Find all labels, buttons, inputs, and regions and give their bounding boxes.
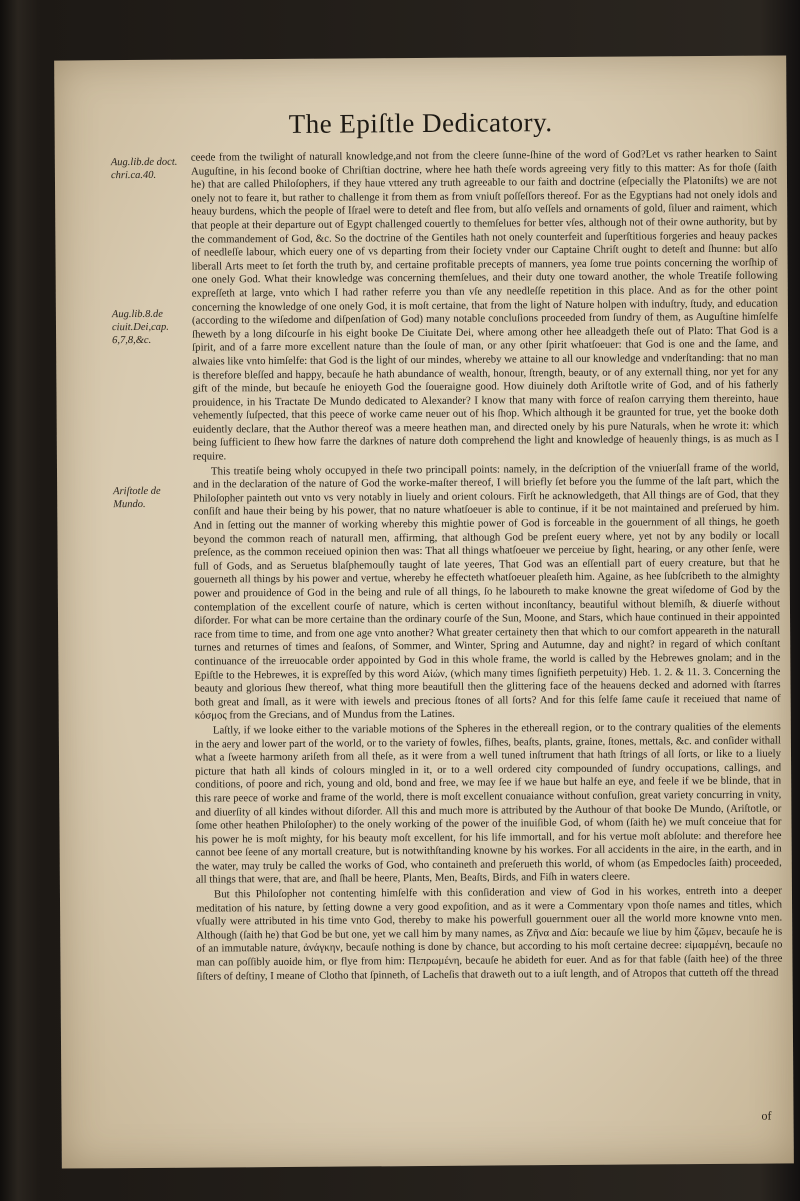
paragraph: ceede from the twilight of naturall knowledge,and not from the cleere ſunne-ſhine of the word of God?Let vs rather hearken to Saint Auguſtine, in his ſecond booke of Chriſtian doctrine, where hee hath theſe words agreeing very fitly to this matter: As for thoſe (ſaith he) that are called Philoſophers, if they haue vttered any truth agreeable to our faith and doctrine (eſpecially the Platoniſts) we are not onely not to feare it, but rather to challenge it from them as from vniuſt poſſeſſors thereof. For as the Egyptians had not onely idols and heauy burdens, which the people of Iſrael were to deteſt and flee from, but alſo veſſels and ornaments of gold, ſiluer and raiment, which that people at their departure out of Egypt challenged couertly to themſelues for better vſes, although not of their owne authority, but by the commandement of God, &c. So the doctrine of the Gentiles hath not onely counterfeit and ſuperſtitious forgeries and heauy packes of needleſſe labour, which euery one of vs departing from their ſociety vnder our Captaine Chriſt ought to deteſt and ſhunne: but alſo liberall Arts meet to ſet forth the truth by, and certaine profitable precepts of manners, yea ſome true points concerning the worſhip of one onely God. What their knowledge was concerning themſelues, and their duty one toward another, the whole Treatiſe following expreſſeth at large, vnto which I had rather referre you than vſe any needleſſe repetition in this place. And as for the other point concerning the knowledge of one onely God, it is moſt certaine, that from the light of Nature holpen with induſtry, ſtudy, and education (according to the wiſedome and diſpenſation of God) many notable concluſions proceeded from ſundry of them, as Auguſtine himſelfe ſheweth by a long diſcourſe in his eight booke De Ciuitate Dei, where among other hee alleadgeth theſe out of Plato: That God is a ſpirit, and of a farre more excellent nature than the ſoule of man, or any other ſpirit whatſoeuer: that God is one and the ſame, and alwaies like vnto himſelfe: that God is the light of our mindes, whereby we attaine to all our knowledge and vnderſtanding: that no man is therefore bleſſed and happy, becauſe he hath abundance of wealth, honour, ſtrength, beauty, or of any externall thing, nor yet for any gift of the minde, but becauſe he enioyeth God the ſoueraigne good. How diuinely doth Ariſtotle write of God, and of his fatherly prouidence, in his Tractate De Mundo dedicated to Alexander? I know that many with force of reaſon carrying them thereinto, haue vehemently ſuſpected, that this peece of worke came neuer out of his ſhop. Which although it be graunted for true, yet the booke doth euidently declare, that the Author thereof was a meere heathen man, and directed onely by his pure Naturals, when he wrote it: which being ſufficient to ſhew how farre the darknes of nature doth comprehend the light and knowledge of heauenly things, is as much as I require. (190, 147, 779, 463)
catchword: of (761, 1108, 772, 1123)
paragraph: But this Philoſopher not contenting himſelfe with this conſideration and view of God in his workes, entreth into a deeper meditation of his nature, by ſetting downe a very good expoſition, and as it were a Commentary vpon thoſe names and titles, which vſually were attributed in his time vnto God, thereby to make his powerfull gouernment ouer all the world more knowne vnto men. Although (ſaith he) that God be but one, yet we call him by many names, as Ζῆνα and Δία: becauſe we liue by him ζῶμεν, becauſe he is of an immutable nature, ἀνάγκην, becauſe nothing is done by chance, but according to his moſt certaine decree: εἱμαρμένη, becauſe no man can poſſibly auoide him, or flye from him: Πεπρωμένη, becauſe he abideth for euer. And as for that fable (ſaith hee) of the three ſiſters of deſtiny, I meane of Clotho that ſpinneth, of Lacheſis that draweth out to a iuſt length, and of Atropos that cutteth off the thread (196, 884, 783, 983)
body-text (191, 148, 783, 985)
margin-note: Aug.lib.8.de ciuit.Dei,cap. 6,7,8,&c. (111, 308, 169, 347)
margin-note: Ariſtotle de Mundo. (113, 485, 161, 511)
paragraph: This treatiſe being wholy occupyed in theſe two principall points: namely, in the deſcription of the vniuerſall frame of the world, and in the declaration of the nature of God the worke-maſter thereof, I will briefly ſet before you the ſumme of the laſt part, which the Philoſopher painteth out vnto vs very notably in liuely and orient colours. Firſt he acknowledgeth, that All things are of God, that they conſiſt and haue their being by his power, that no nature whatſoeuer is able to continue, if it be not maintained and preſerued by him. And in ſetting out the manner of working whereby this mightie power of God is forceable in the gouernment of all things, he goeth beyond the common reach of naturall men, affirming, that although God be preſent euery where, yet not by any bodily or locall preſence, as the common receiued opinion then was: That all things whatſoeuer we perceiue by ſight, hearing, or any other ſenſe, were full of Gods, and as Seruetus blaſphemouſly taught of late yeeres, That God was an eſſentiall part of euery creature, but that he gouerneth all things by his power and vertue, whereby he effecteth whatſoeuer pleaſeth him. Againe, as hee ſubſcribeth to the almighty power and prouidence of God in the being and rule of all things, ſo he laboureth to make knowne the great wiſedome of God by the contemplation of the excellent courſe of nature, which is certen without inconſtancy, beautiful without blemiſh, & diuerſe without diſorder. For what can be more certaine than the ordinary courſe of the Sun, Moone, and Stars, which haue continued in their appointed race from time to time, and from one age vnto another? What greater certainety then that which to our comfort appeareth in the naturall turnes and returnes of times and ſeaſons, of Sommer, and Winter, Spring and Autumne, day and night? in regard of which conſtant continuance of the irreuocable order appointed by God in this whole frame, the world is called by the Hebrewes gnolam; and in the Epiſtle to the Hebrewes, it is expreſſed by this word Αἰών, (which many times ſignifieth perpetuity) Heb. 1. 2. & 11. 3. Concerning the beauty and glorious ſhew thereof, what thing more beautifull then the glittering face of the heauens decked and adorned with ſtarres both great and ſmall, as it were with iewels and precious ſtones of all ſorts? And for this ſelfe ſame cauſe it receiued that name of κόσμος from the Grecians, and of Mundus from the Latines. (193, 461, 781, 722)
margin-note: Aug.lib.de doct. chri.ca.40. (110, 156, 178, 182)
book-page (54, 55, 794, 1168)
page-header: The Epiſtle Dedicatory. (288, 107, 553, 139)
paragraph: Laſtly, if we looke either to the variable motions of the Spheres in the ethereall region, or to the contrary qualities of the elements in the aery and lower part of the world, or to the variety of fowles, fiſhes, beaſts, plants, graine, ſtones, mettals, &c. and conſider withall what a ſweete harmony ariſeth from all theſe, as it were from a well tuned inſtrument that hath ſtrings of all ſorts, or like to a liuely picture that hath all kinds of colours mingled in it, or to a well ordered city compounded of ſundry occupations, callings, and conditions, of poore and rich, young and old, bond and free, we may ſee if we haue but halfe an eye, and feele if we be blinde, that in this rare peece of worke and frame of the world, there is moſt excellent conuaiance without confuſion, great variety concurring in vnity, and diuerſity of all kindes without diſorder. All this and much more is attributed by the Authour of that booke De Mundo, (Ariſtotle, or ſome other heathen Philoſopher) to the onely working of the power of the inuiſible God, of whom (ſaith he) we muſt conceiue that for his power he is moſt mighty, for his beauty moſt excellent, for his life immortall, and for his vertue moſt abſolute: and therefore hee cannot bee ſeene of any mortall creature, but is notwithſtanding knowne by his workes. For all accidents in the aire, in the earth, and in the water, may truly be called the works of God, who containeth and preſerueth this world, of whom (as Empedocles ſaith) proceeded, all things that were, that are, and ſhall be heere, Plants, Men, Beaſts, Birds, and Fiſh in waters cleere. (194, 720, 782, 887)
